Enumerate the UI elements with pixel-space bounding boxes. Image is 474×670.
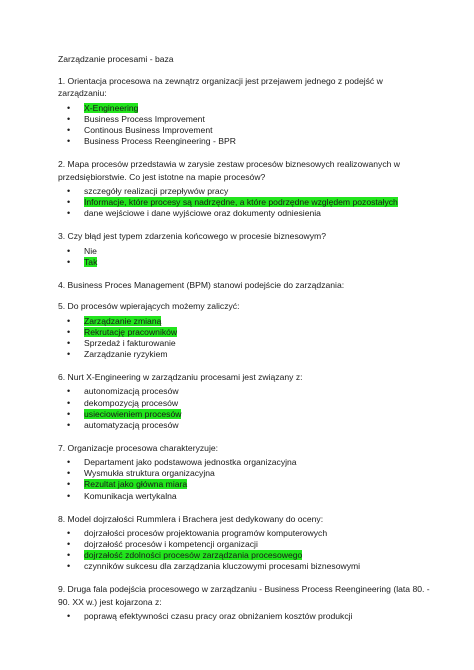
question-block <box>58 158 430 219</box>
answer-text: Nie <box>84 245 97 256</box>
question-text: 1. Orientacja procesowa na zewnątrz organizacji jest przejawem jednego z podejść w zarządzaniu: <box>58 76 383 99</box>
question-block <box>58 300 430 360</box>
answer-list <box>58 528 430 572</box>
question-text: 5. Do procesów wpierających możemy zaliczyć: <box>58 301 240 312</box>
answer-text: Business Process Reengineering - BPR <box>84 136 236 147</box>
answer-item <box>58 125 430 136</box>
question-text: 9. Druga fala podejścia procesowego w zarządzaniu - Business Process Reengineering (lata 80. - 90. XX w.) jest kojarzona z: <box>58 584 430 607</box>
answer-text: Rezultat jako główna miara <box>84 479 188 490</box>
answer-item <box>58 539 430 550</box>
answer-list <box>58 316 430 360</box>
question-block <box>58 371 430 431</box>
question-block <box>58 279 430 291</box>
answer-item <box>58 186 430 197</box>
answer-text: usieciowieniem procesów <box>84 408 182 419</box>
answer-text: Tak <box>84 256 98 267</box>
answer-text: dojrzałości procesów projektowania programów komputerowych <box>84 528 328 539</box>
answer-text: Departament jako podstawowa jednostka organizacyjna <box>84 457 297 468</box>
answer-item <box>58 246 430 257</box>
answer-list <box>58 611 430 622</box>
answer-item <box>58 468 430 479</box>
answer-item <box>58 491 430 502</box>
question-text: 7. Organizacje procesowa charakteryzuje: <box>58 442 219 453</box>
answer-item <box>58 136 430 147</box>
answer-text: czynników sukcesu dla zarządzania kluczowymi procesami biznesowymi <box>84 561 361 572</box>
answer-text: Wysmukła struktura organizacyjna <box>84 468 215 479</box>
answer-item <box>58 338 430 349</box>
answer-list <box>58 457 430 501</box>
answer-text: Informacje, które procesy są nadrzędne, a które podrzędne względem pozostałych <box>84 197 398 208</box>
answer-item-correct <box>58 316 430 327</box>
answer-list <box>58 103 430 147</box>
question-text: 2. Mapa procesów przedstawia w zarysie zestaw procesów biznesowych realizowanych w przedsiębiorstwie. Co jest istotne na mapie procesów? <box>58 159 400 182</box>
answer-list <box>58 186 430 219</box>
answer-text: autonomizacją procesów <box>84 386 179 397</box>
answer-item-correct <box>58 257 430 268</box>
answer-text: dane wejściowe i dane wyjściowe oraz dokumenty odniesienia <box>84 208 321 219</box>
answer-item-correct <box>58 409 430 420</box>
answer-item-correct <box>58 103 430 114</box>
answer-text: automatyzacją procesów <box>84 419 179 430</box>
answer-text: Komunikacja wertykalna <box>84 490 177 501</box>
answer-item <box>58 386 430 397</box>
answer-text: poprawą efektywności czasu pracy oraz obniżaniem kosztów produkcji <box>84 611 353 622</box>
answer-item <box>58 420 430 431</box>
answer-item <box>58 398 430 409</box>
answer-text: Continous Business Improvement <box>84 125 213 135</box>
answer-text: dojrzałość procesów i kompetencji organizacji <box>84 539 258 550</box>
answer-item <box>58 457 430 468</box>
answer-item-correct <box>58 479 430 490</box>
question-list <box>58 75 430 622</box>
answer-text: Rekrutację pracowników <box>84 326 178 337</box>
answer-item <box>58 561 430 572</box>
question-block <box>58 513 430 573</box>
answer-text: Sprzedaż i fakturowanie <box>84 337 176 348</box>
answer-text: dojrzałość zdolności procesów zarządzania procesowego <box>84 550 303 561</box>
question-block <box>58 230 430 268</box>
question-block <box>58 583 430 622</box>
answer-text: Business Process Improvement <box>84 113 205 124</box>
answer-item-correct <box>58 197 430 208</box>
answer-text: X-Engineering <box>84 102 139 113</box>
question-text: 6. Nurt X-Engineering w zarządzaniu procesami jest związany z: <box>58 372 303 383</box>
answer-item-correct <box>58 327 430 338</box>
answer-text: szczegóły realizacji przepływów pracy <box>84 186 229 196</box>
answer-list <box>58 386 430 430</box>
question-block <box>58 442 430 502</box>
answer-list <box>58 246 430 268</box>
answer-item-correct <box>58 550 430 561</box>
question-text: 4. Business Proces Management (BPM) stanowi podejście do zarządzania: <box>58 279 345 290</box>
answer-item <box>58 528 430 539</box>
document-title: Zarządzanie procesami - baza <box>58 54 174 64</box>
question-text: 8. Model dojrzałości Rummlera i Brachera jest dedykowany do oceny: <box>58 513 324 524</box>
question-text: 3. Czy błąd jest typem zdarzenia końcowego w procesie biznesowym? <box>58 231 326 242</box>
answer-item <box>58 114 430 125</box>
question-block <box>58 75 430 147</box>
answer-item <box>58 349 430 360</box>
answer-text: Zarządzanie ryzykiem <box>84 348 168 359</box>
answer-item <box>58 208 430 219</box>
answer-item <box>58 611 430 622</box>
answer-text: Zarządzanie zmianą <box>84 315 162 326</box>
answer-text: dekompozycją procesów <box>84 397 179 408</box>
document-page <box>58 54 430 633</box>
